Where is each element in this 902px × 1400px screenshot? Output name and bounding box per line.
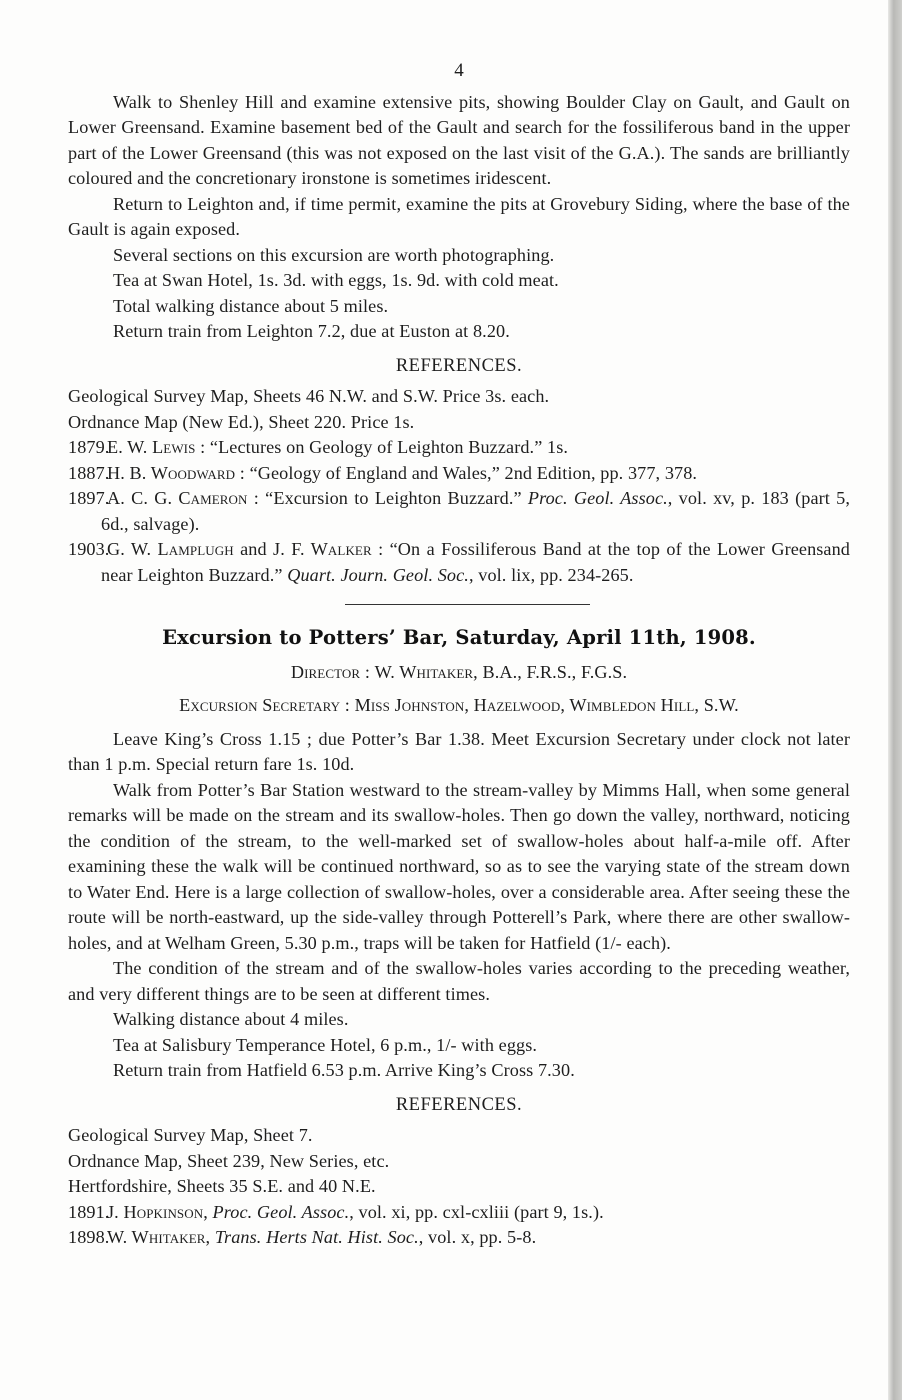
director-name: W. Whitaker, B.A., F.R.S., F.G.S. — [374, 661, 628, 682]
info-line: Return train from Leighton 7.2, due at Euston at 8.20. — [113, 321, 510, 341]
paragraph: Return to Leighton and, if time permit, examine the pits at Grovebury Siding, where the base of the Gault is again exposed. — [68, 193, 850, 239]
reference-tail: , vol. x, pp. 5-8. — [418, 1227, 537, 1247]
reference-text: : “Excursion to Leighton Buzzard.” — [247, 488, 528, 508]
reference-item — [68, 435, 850, 461]
reference-item — [68, 1225, 850, 1251]
reference-item — [68, 1149, 850, 1175]
info-line: Total walking distance about 5 miles. — [113, 295, 389, 316]
reference-text: Ordnance Map, Sheet 239, New Series, etc. — [68, 1150, 390, 1171]
reference-author: E. W. Lewis — [107, 437, 196, 457]
reference-text: Geological Survey Map, Sheets 46 N.W. and S.W. Price 3s. each. — [68, 386, 550, 406]
info-line: Tea at Salisbury Temperance Hotel, 6 p.m., 1/- with eggs. — [113, 1034, 538, 1055]
reference-journal: Quart. Journ. Geol. Soc. — [287, 564, 469, 585]
separator: : — [340, 695, 355, 715]
separator: : — [360, 661, 375, 682]
reference-text: , — [205, 1227, 215, 1247]
reference-journal: Proc. Geol. Assoc. — [527, 488, 668, 508]
reference-year: 1898. — [68, 1227, 110, 1247]
reference-text: : “Lectures on Geology of Leighton Buzzard.” 1s. — [195, 437, 569, 457]
reference-text: : “On a Fossiliferous Band at the top of the Lower Greensand near Leighton Buzzard.” — [101, 539, 850, 585]
reference-text: Hertfordshire, Sheets 35 S.E. and 40 N.E. — [68, 1176, 376, 1196]
director-line — [68, 660, 850, 686]
reference-author: H. B. Woodward — [107, 462, 236, 483]
paragraph: The condition of the stream and of the swallow-holes varies according to the preceding weather, and very different things are to be seen at different times. — [68, 958, 850, 1004]
reference-text: : “Geology of England and Wales,” 2nd Edition, pp. 377, 378. — [235, 462, 698, 483]
reference-author: J. F. Walker — [273, 539, 372, 559]
paragraph: Leave King’s Cross 1.15 ; due Potter’s Bar 1.38. Meet Excursion Secretary under clock not later than 1 p.m. Special return fare 1s. 10d. — [68, 728, 850, 774]
reference-year: 1879. — [68, 437, 110, 457]
reference-text: Ordnance Map (New Ed.), Sheet 220. Price 1s. — [68, 411, 415, 432]
reference-author: A. C. G. Cameron — [107, 488, 248, 508]
reference-item — [68, 461, 850, 487]
secretary-line — [68, 693, 850, 719]
reference-item — [68, 486, 850, 537]
reference-journal: Trans. Herts Nat. Hist. Soc. — [214, 1227, 419, 1247]
reference-item — [68, 384, 850, 410]
document-page — [68, 58, 850, 1251]
paragraph: Walk from Potter’s Bar Station westward to the stream-valley by Mimms Hall, when some general remarks will be made on the stream and its swallow-holes. Then go down the valley, northward, noticing the condition of the stream, to the well-marked set of swallow-holes about half-a-mile off. After examining these the walk will be continued northward, so as to see the varying state of the stream down to Water End. Here is a large collection of swallow-holes, over a considerable area. After seeing these the route will be north-eastward, up the side-valley through Potterell’s Park, where there are other swallow-holes, and at Welham Green, 5.30 p.m., traps will be taken for Hatfield (1/- each). — [68, 779, 850, 953]
excursion-title: Excursion to Potters’ Bar, Saturday, April 11th, 1908. — [162, 626, 756, 649]
references-heading: REFERENCES. — [395, 355, 523, 376]
section-divider — [345, 604, 590, 605]
references-heading: REFERENCES. — [395, 1094, 523, 1115]
reference-item — [68, 1174, 850, 1200]
reference-journal: Proc. Geol. Assoc. — [212, 1201, 350, 1222]
reference-year: 1891. — [68, 1201, 110, 1222]
reference-author: W. Whitaker — [107, 1227, 206, 1247]
reference-text: Geological Survey Map, Sheet 7. — [68, 1125, 313, 1145]
reference-tail: , vol. xi, pp. cxl-cxliii (part 9, 1s.). — [349, 1201, 604, 1222]
secretary-name: Miss Johnston, Hazelwood, Wimbledon Hill, S.W. — [354, 695, 739, 715]
reference-item — [68, 410, 850, 436]
reference-item — [68, 537, 850, 588]
reference-author: G. W. Lamplugh — [107, 539, 234, 559]
paragraph: Walk to Shenley Hill and examine extensive pits, showing Boulder Clay on Gault, and Gault on Lower Greensand. Examine basement bed of the Gault and search for the fossiliferous band in the upper part of the Lower Greensand (this was not exposed on the last visit of the G.A.). The sands are brilliantly coloured and the concretionary ironstone is sometimes iridescent. — [68, 91, 850, 188]
director-label: Director — [290, 661, 361, 682]
reference-year: 1897. — [68, 488, 110, 508]
reference-year: 1887. — [68, 462, 110, 483]
info-line: Several sections on this excursion are worth photographing. — [113, 244, 555, 265]
reference-tail: , vol. lix, pp. 234-265. — [468, 564, 634, 585]
reference-item — [68, 1123, 850, 1149]
reference-author: J. Hopkinson — [107, 1201, 204, 1222]
reference-conjunction: and — [233, 539, 274, 559]
reference-item — [68, 1200, 850, 1226]
page-binding-edge — [888, 0, 902, 1400]
info-line: Tea at Swan Hotel, 1s. 3d. with eggs, 1s. 9d. with cold meat. — [113, 270, 559, 290]
page-number: 4 — [454, 60, 464, 81]
reference-text: , — [203, 1201, 213, 1222]
info-line: Walking distance about 4 miles. — [113, 1009, 349, 1029]
info-line: Return train from Hatfield 6.53 p.m. Arrive King’s Cross 7.30. — [113, 1060, 575, 1080]
reference-year: 1903. — [68, 539, 110, 559]
reference-tail: , vol. xv, p. 183 (part 5, 6d., salvage). — [101, 488, 851, 534]
secretary-label: Excursion Secretary — [179, 695, 341, 715]
